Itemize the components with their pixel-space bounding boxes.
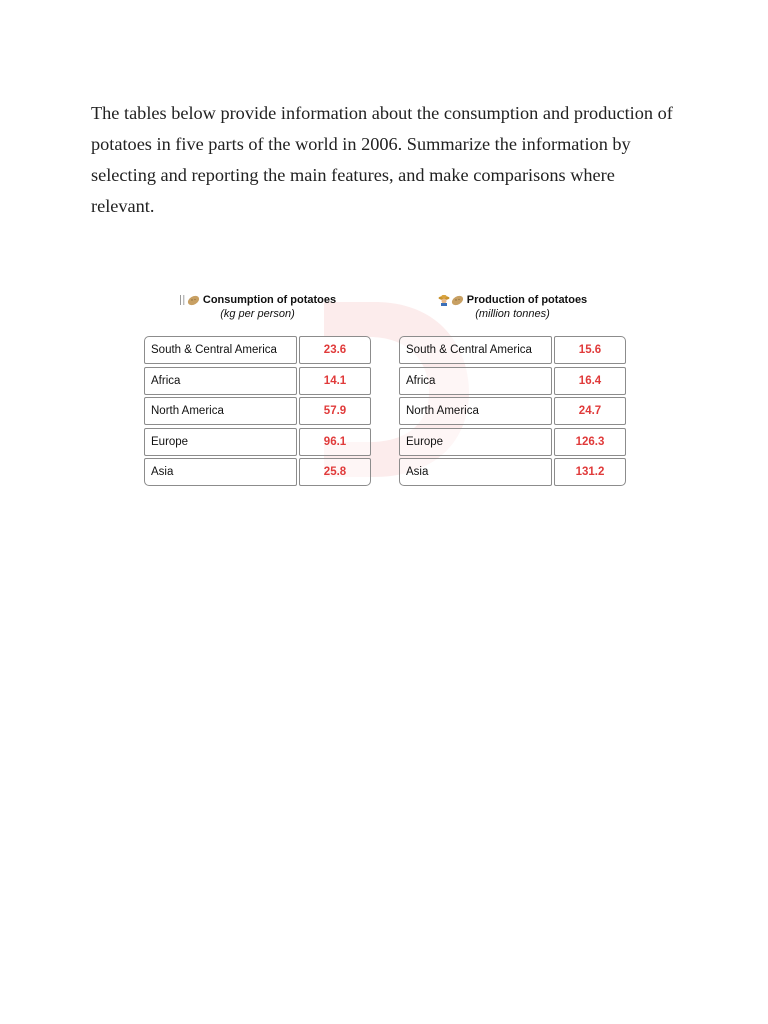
consumption-table-header — [144, 288, 371, 336]
region-cell: Europe — [399, 428, 552, 456]
region-cell: South & Central America — [144, 336, 297, 364]
region-cell: Europe — [144, 428, 297, 456]
table-row — [144, 367, 371, 395]
potato-icon — [187, 295, 200, 306]
region-cell: Africa — [144, 367, 297, 395]
table-row — [144, 428, 371, 456]
region-cell: South & Central America — [399, 336, 552, 364]
production-title: Production of potatoes — [466, 294, 588, 306]
table-row — [399, 397, 626, 425]
region-cell: Asia — [399, 458, 552, 486]
value-cell: 57.9 — [299, 397, 371, 425]
table-row — [144, 458, 371, 486]
value-cell: 15.6 — [554, 336, 626, 364]
fork-icon — [179, 294, 186, 306]
value-cell: 14.1 — [299, 367, 371, 395]
potato-tables-figure — [144, 288, 628, 490]
value-cell: 25.8 — [299, 458, 371, 486]
task-prompt: The tables below provide information about the consumption and production of potatoes in five parts of the world in 2006. Summarize the information by selecting and reporting the main features, and make comparisons where relevant. — [91, 103, 673, 216]
value-cell: 96.1 — [299, 428, 371, 456]
region-cell: North America — [144, 397, 297, 425]
table-row — [399, 428, 626, 456]
consumption-table — [144, 288, 371, 489]
production-table — [399, 288, 626, 489]
region-cell: Africa — [399, 367, 552, 395]
table-row — [144, 336, 371, 364]
table-row — [144, 397, 371, 425]
value-cell: 126.3 — [554, 428, 626, 456]
consumption-title: Consumption of potatoes — [202, 294, 337, 306]
farmer-icon — [438, 294, 450, 306]
value-cell: 16.4 — [554, 367, 626, 395]
value-cell: 23.6 — [299, 336, 371, 364]
region-cell: North America — [399, 397, 552, 425]
table-row — [399, 458, 626, 486]
consumption-unit: (kg per person) — [220, 308, 295, 320]
value-cell: 131.2 — [554, 458, 626, 486]
table-row — [399, 367, 626, 395]
potato-icon — [451, 295, 464, 306]
production-unit: (million tonnes) — [475, 308, 550, 320]
production-table-header — [399, 288, 626, 336]
region-cell: Asia — [144, 458, 297, 486]
table-row — [399, 336, 626, 364]
value-cell: 24.7 — [554, 397, 626, 425]
